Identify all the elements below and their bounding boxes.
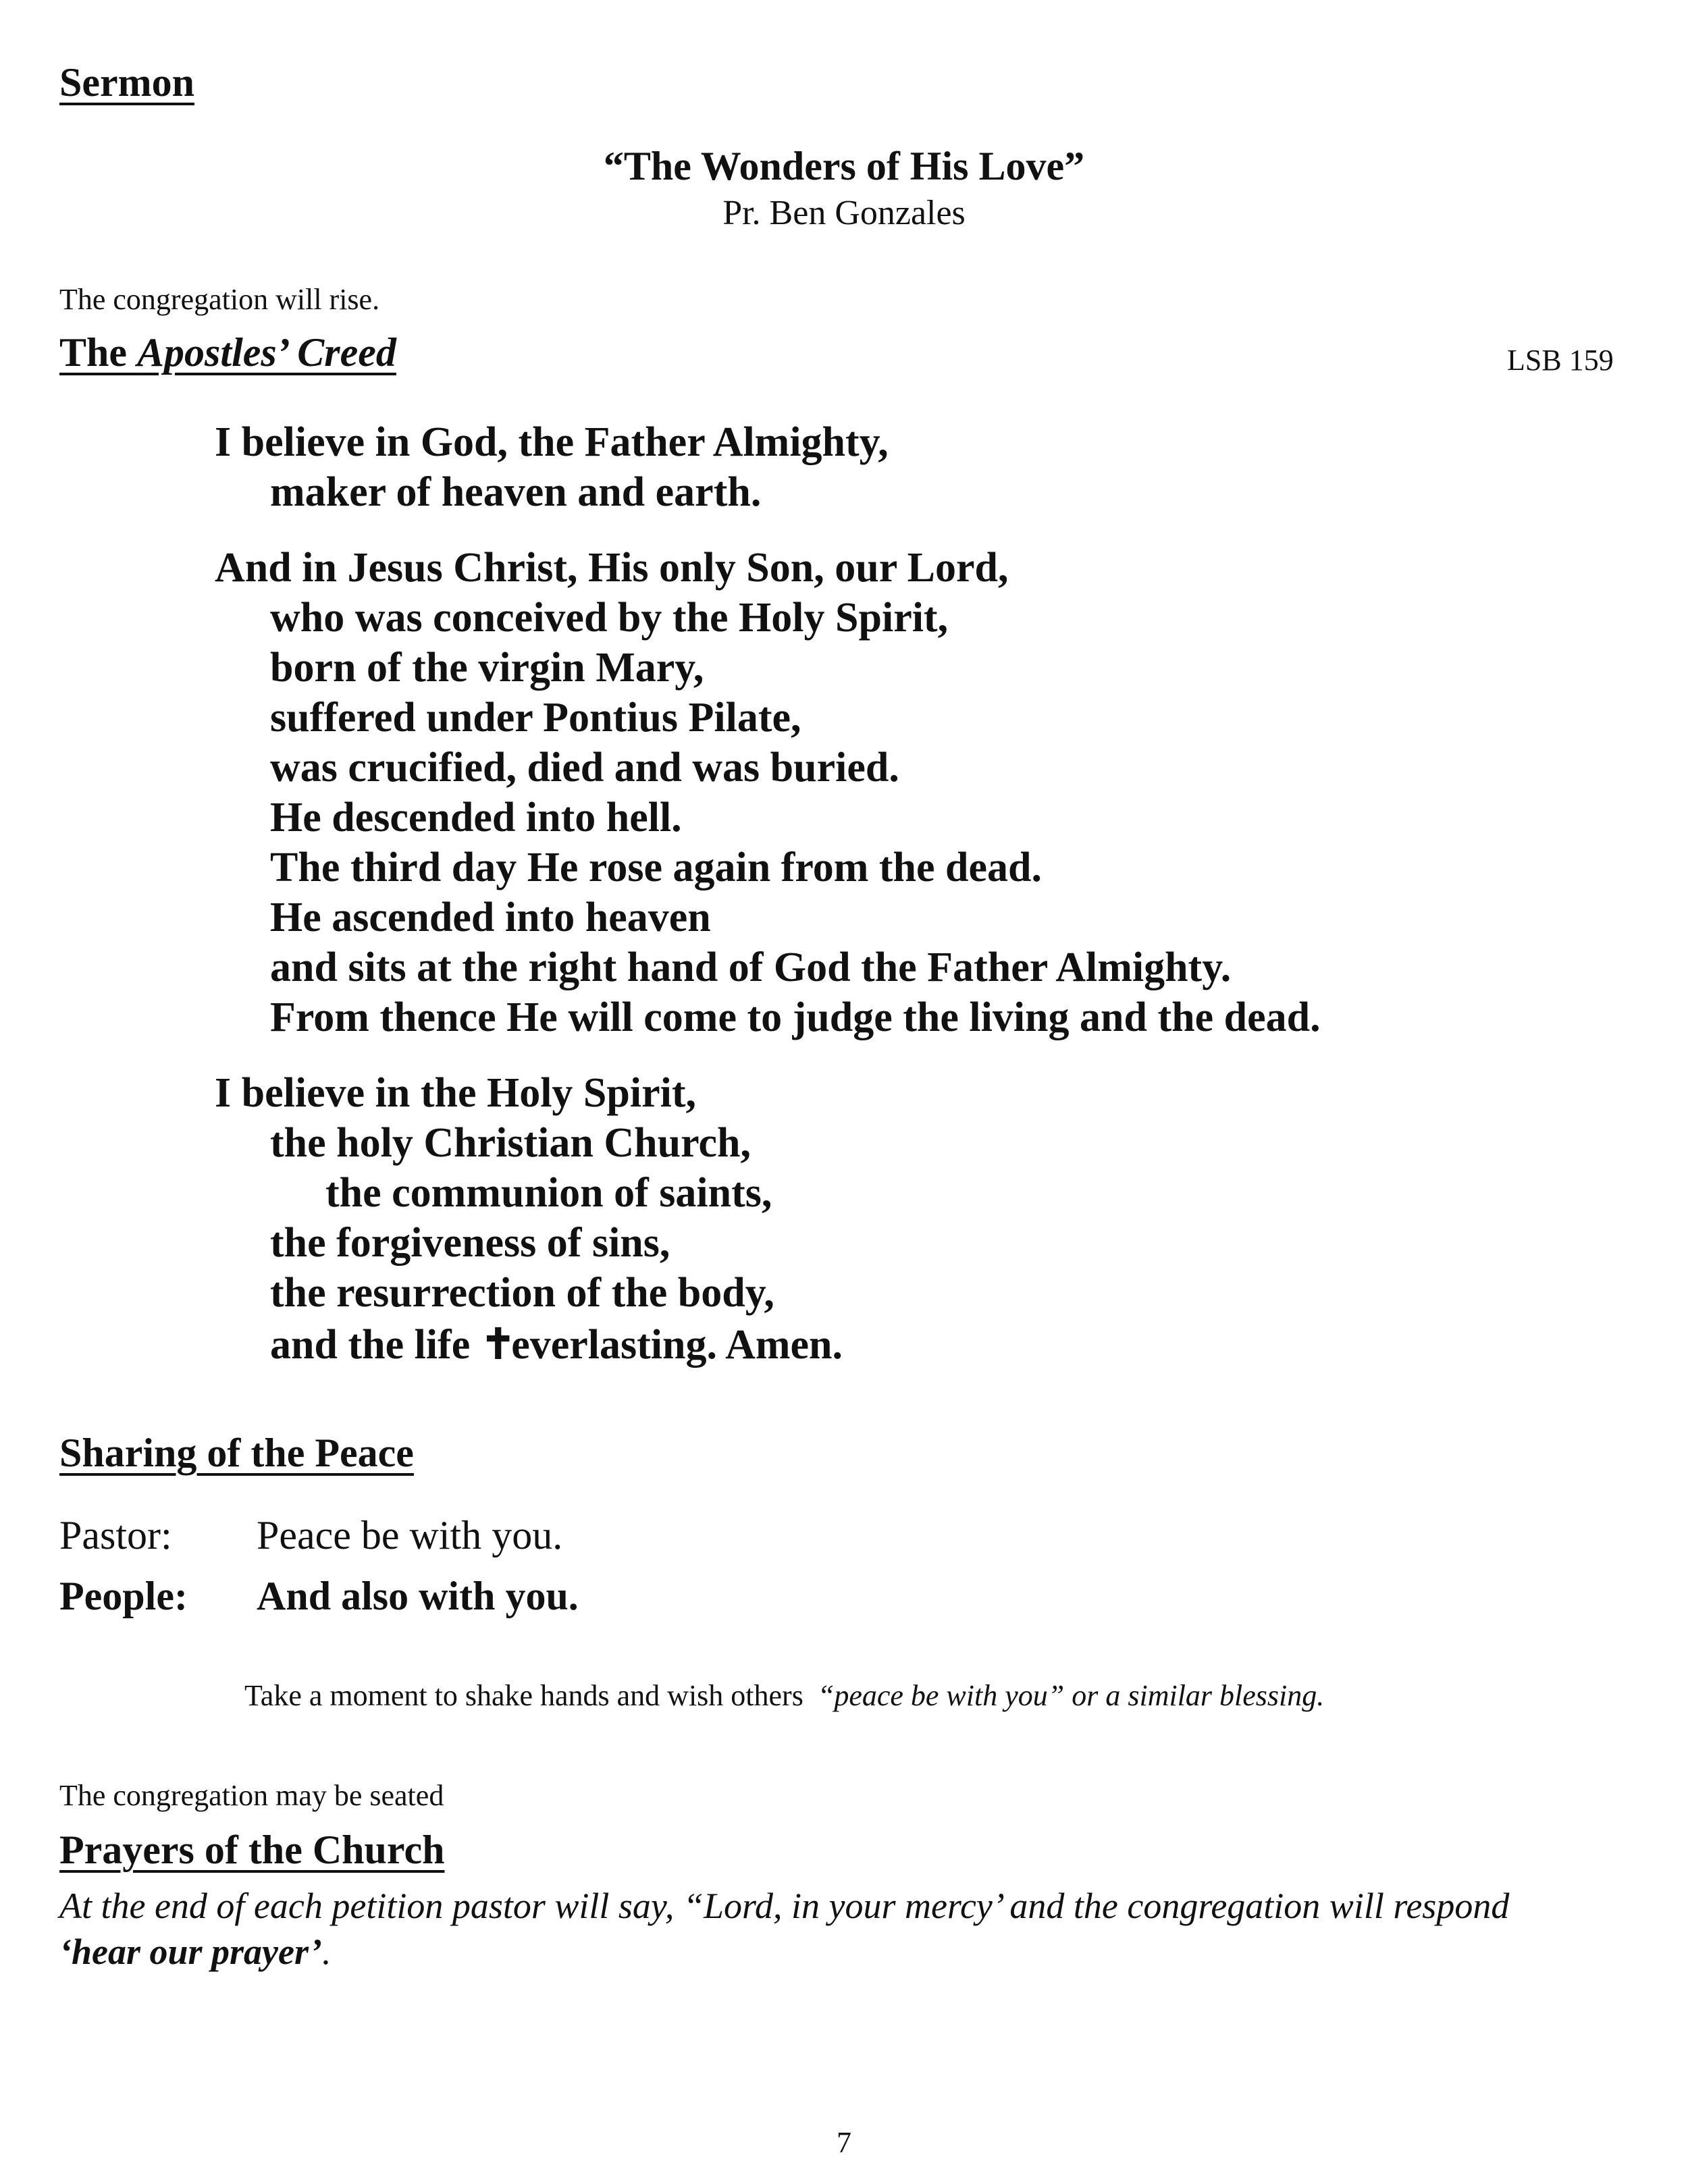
sermon-heading: Sermon [59, 60, 194, 105]
creed-line: From thence He will come to judge the living and the dead. [270, 994, 1321, 1040]
sermon-title: “The Wonders of His Love” [603, 144, 1085, 188]
creed-line: He ascended into heaven [270, 895, 711, 940]
prayers-instruction: At the end of each petition pastor will say, “Lord, in your mercy’ and the congregation will respond [59, 1886, 1510, 1926]
prayers-response-end: . [322, 1932, 332, 1972]
creed-line: who was conceived by the Holy Spirit, [270, 595, 949, 641]
creed-heading-prefix: The [59, 330, 138, 375]
peace-heading: Sharing of the Peace [59, 1431, 414, 1475]
creed-last-after: everlasting. Amen. [511, 1322, 843, 1368]
prayers-heading: Prayers of the Church [59, 1828, 445, 1872]
creed-line: was crucified, died and was buried. [270, 745, 899, 791]
creed-line: the resurrection of the body, [270, 1270, 774, 1316]
people-label: People: [59, 1574, 188, 1618]
prayers-response-line [59, 1931, 332, 1973]
creed-line: And in Jesus Christ, His only Son, our Lord, [215, 545, 1009, 591]
creed-last-line [270, 1319, 843, 1369]
creed-heading [59, 329, 396, 376]
creed-line: suffered under Pontius Pilate, [270, 695, 801, 741]
creed-line: I believe in God, the Father Almighty, [215, 419, 889, 465]
peace-instruction [244, 1678, 1324, 1713]
cross-icon: ✝ [480, 1322, 516, 1368]
pastor-text: Peace be with you. [257, 1513, 563, 1557]
creed-heading-italic: Apostles’ Creed [137, 330, 396, 375]
prayers-response: ‘hear our prayer’ [59, 1932, 322, 1972]
creed-line: born of the virgin Mary, [270, 645, 704, 691]
creed-last-before: and the life [270, 1322, 471, 1368]
page-number: 7 [837, 2126, 851, 2159]
sermon-preacher: Pr. Ben Gonzales [722, 194, 966, 232]
peace-instruction-italic: “peace be with you” or a similar blessing. [817, 1679, 1325, 1712]
peace-instruction-plain: Take a moment to shake hands and wish others [244, 1679, 803, 1712]
creed-line: the communion of saints, [325, 1170, 772, 1216]
seated-note: The congregation may be seated [59, 1779, 444, 1812]
creed-line: The third day He rose again from the dead. [270, 845, 1043, 890]
creed-line: maker of heaven and earth. [270, 469, 762, 515]
rise-note: The congregation will rise. [59, 283, 380, 316]
creed-line: the forgiveness of sins, [270, 1220, 670, 1266]
people-text: And also with you. [257, 1574, 579, 1618]
pastor-label: Pastor: [59, 1513, 172, 1557]
creed-line: and sits at the right hand of God the Father Almighty. [270, 944, 1232, 990]
creed-line: the holy Christian Church, [270, 1120, 751, 1166]
creed-line: He descended into hell. [270, 795, 682, 841]
creed-reference: LSB 159 [1507, 344, 1614, 377]
creed-line: I believe in the Holy Spirit, [215, 1070, 696, 1116]
